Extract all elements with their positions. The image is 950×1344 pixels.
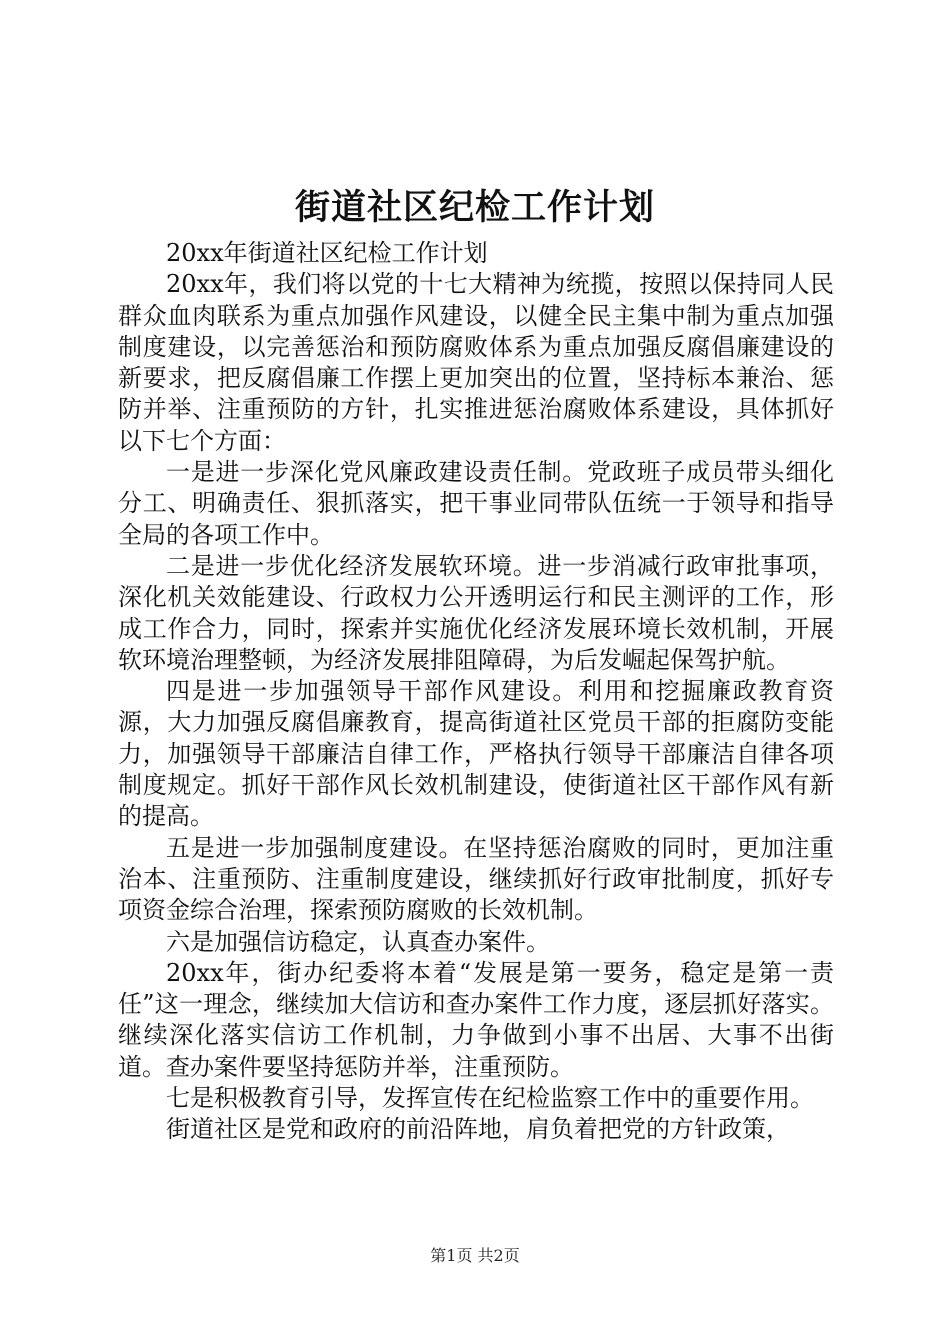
page-number-footer: 第1页 共2页 [430,1246,520,1265]
paragraph: 四是进一步加强领导干部作风建设。利用和挖掘廉政教育资源，大力加强反腐倡廉教育，提高街道社区党员干部的拒腐防变能力，加强领导干部廉洁自律工作，严格执行领导干部廉洁自律各项制度规定。抓好干部作风长效机制建设，使街道社区干部作风有新的提高。 [118,677,834,831]
paragraph: 20xx年街道社区纪检工作计划 [166,239,488,267]
document-title: 街道社区纪检工作计划 [294,187,655,228]
paragraph: 五是进一步加强制度建设。在坚持惩治腐败的同时，更加注重治本、注重预防、注重制度建设，继续抓好行政审批制度，抓好专项资金综合治理，探索预防腐败的长效机制。 [118,833,834,925]
paragraph: 20xx年，我们将以党的十七大精神为统揽，按照以保持同人民群众血肉联系为重点加强作风建设，以健全民主集中制为重点加强制度建设，以完善惩治和预防腐败体系为重点加强反腐倡廉建设的新要求，把反腐倡廉工作摆上更加突出的位置，坚持标本兼治、惩防并举、注重预防的方针，扎实推进惩治腐败体系建设，具体抓好以下七个方面： [118,270,834,455]
paragraph: 20xx年，街办纪委将本着“发展是第一要务，稳定是第一责任”这一理念，继续加大信访和查办案件工作力度，逐层抓好落实。继续深化落实信访工作机制，力争做到小事不出居、大事不出街道。查办案件要坚持惩防并举，注重预防。 [118,958,834,1081]
paragraph: 一是进一步深化党风廉政建设责任制。党政班子成员带头细化分工、明确责任、狠抓落实，把干事业同带队伍统一于领导和指导全局的各项工作中。 [118,458,834,549]
paragraph: 二是进一步优化经济发展软环境。进一步消减行政审批事项，深化机关效能建设、行政权力公开透明运行和民主测评的工作，形成工作合力，同时，探索并实施优化经济发展环境长效机制，开展软环境治理整顿，为经济发展排阻障碍，为后发崛起保驾护航。 [118,551,834,674]
paragraph: 六是加强信访稳定，认真查办案件。 [166,927,550,956]
document-body [118,238,834,1146]
paragraph: 街道社区是党和政府的前沿阵地，肩负着把党的方针政策， [166,1115,790,1144]
paragraph: 七是积极教育引导，发挥宣传在纪检监察工作中的重要作用。 [166,1084,814,1113]
